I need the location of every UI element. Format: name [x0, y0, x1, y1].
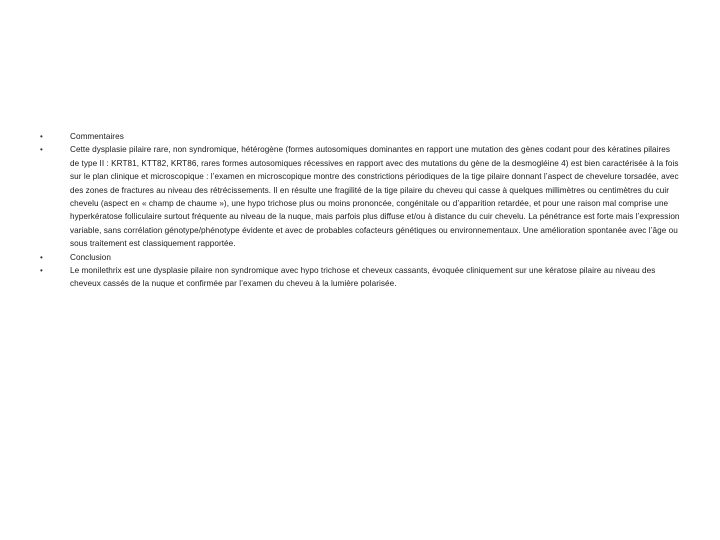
paragraph-summary: Le monilethrix est une dysplasie pilaire non syndromique avec hypo trichose et cheveux cassants, évoquée cliniquement sur une kératose pilaire au niveau des cheveux cassés de la nuque et confirmée par l’examen du cheveu à la lumière polarisée. — [70, 266, 656, 289]
bullet-item-commentaires — [40, 130, 680, 143]
bullet-item-summary — [40, 264, 680, 291]
heading-commentaires: Commentaires — [70, 132, 124, 141]
bullet-dot-icon: • — [40, 252, 43, 262]
bullet-list — [40, 130, 680, 291]
bullet-item-conclusion — [40, 251, 680, 264]
bullet-item-description — [40, 143, 680, 250]
bullet-dot-icon: • — [40, 266, 43, 276]
bullet-dot-icon: • — [40, 145, 43, 155]
heading-conclusion: Conclusion — [70, 252, 112, 262]
bullet-dot-icon: • — [40, 132, 43, 141]
paragraph-description: Cette dysplasie pilaire rare, non syndromique, hétérogène (formes autosomiques dominantes en rapport une mutation des gènes codant pour des kératines pilaires de type II : KRT81, KTT82, KRT86, rares formes autosomiques récessives en rapport avec des mutations du gène de la desmogléine 4) est bien caractérisée à la fois sur le plan clinique et microscopique : l’examen en microscopique montre des constrictions périodiques de la tige pilaire donnant l’aspect de chevelure torsadée, avec des zones de fractures au niveau des rétrécissements. Il en résulte une fragilité de la tige pilaire du cheveu qui casse à quelques millimètres ou centimètres du cuir chevelu (aspect en « champ de chaume »), une hypo trichose plus ou moins prononcée, congénitale ou d’apparition retardée, et pour une raison mal comprise une hyperkératose folliculaire surtout fréquente au niveau de la nuque, mais parfois plus diffuse et/ou à distance du cuir chevelu. La pénétrance est forte mais l’expression variable, sans corrélation génotype/phénotype évidente et avec de probables cofacteurs génétiques ou environnementaux. Une amélioration spontanée avec l’âge ou sous traitement est classiquement rapportée. — [70, 145, 680, 249]
